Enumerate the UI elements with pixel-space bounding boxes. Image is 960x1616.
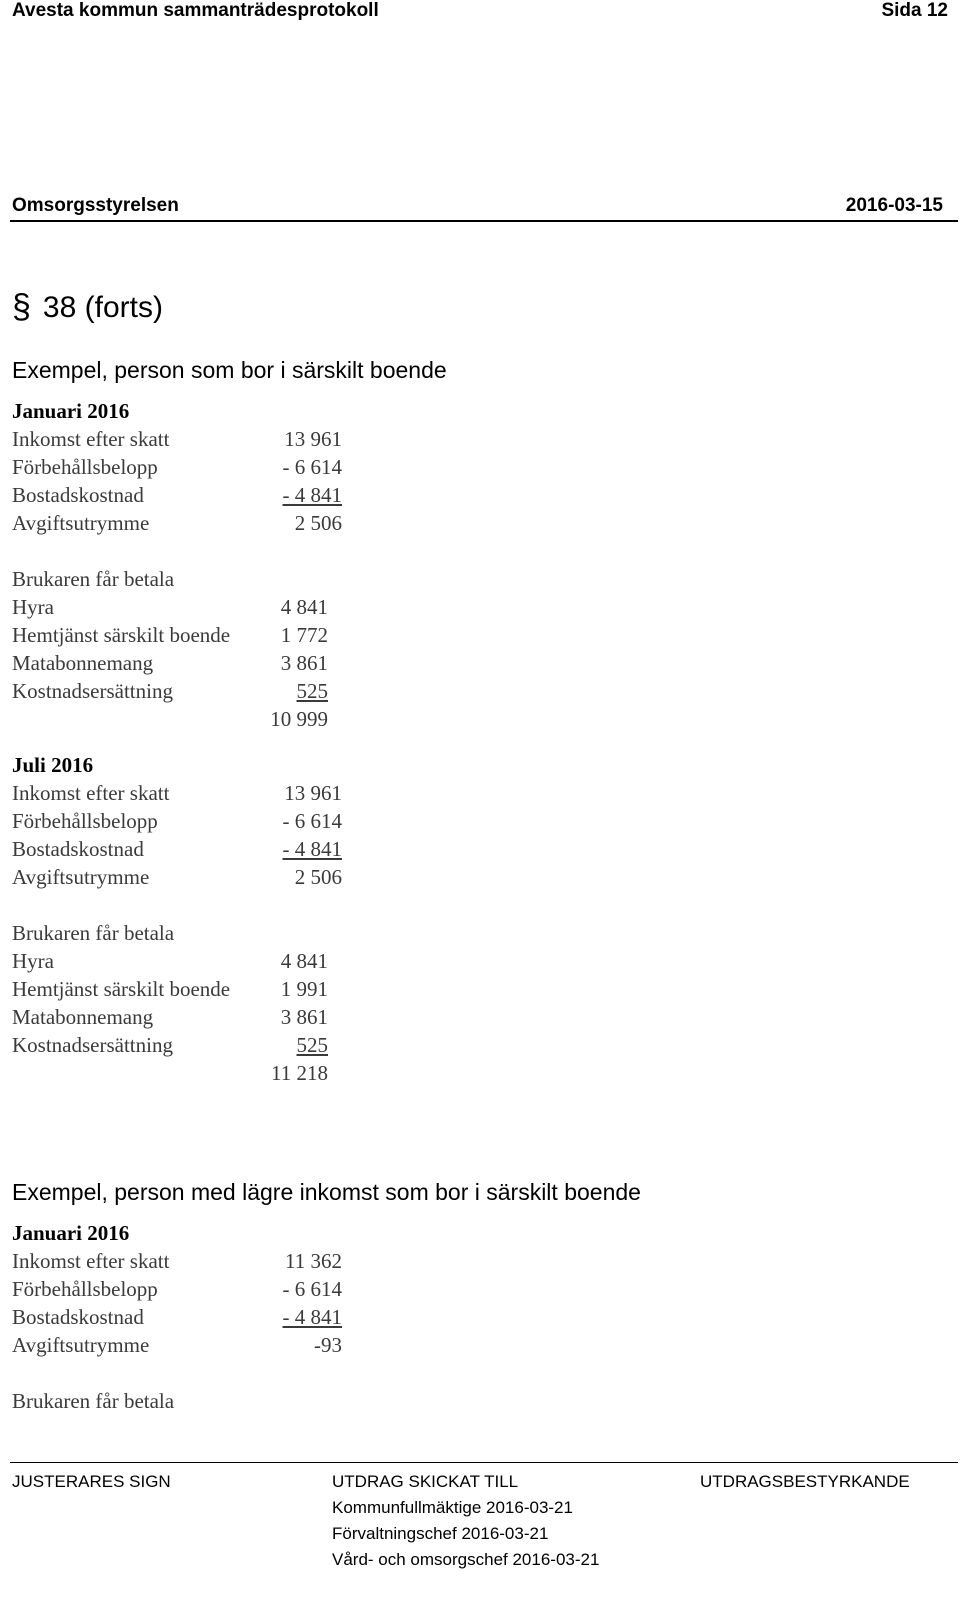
row-value: 1 772 (280, 623, 328, 647)
table-row (12, 863, 712, 891)
table-row (12, 835, 712, 863)
row-label: Kostnadsersättning (12, 679, 173, 703)
recipient-item: Förvaltningschef 2016-03-21 (332, 1524, 549, 1543)
table-row (12, 677, 712, 705)
pay-label: Brukaren får betala (12, 921, 175, 945)
pay-label: Brukaren får betala (12, 1389, 175, 1413)
row-label: Förbehållsbelopp (12, 809, 158, 833)
total-row (12, 1059, 712, 1087)
row-label: Avgiftsutrymme (12, 1333, 150, 1357)
row-value: 525 (296, 679, 328, 703)
table-row (12, 425, 712, 453)
row-label: Förbehållsbelopp (12, 1277, 158, 1301)
table-row (12, 947, 712, 975)
table-row (12, 1003, 712, 1031)
example2-january (12, 1219, 712, 1415)
signature-label: JUSTERARES SIGN (12, 1472, 171, 1491)
row-value: 13 961 (284, 781, 342, 805)
row-label: Förbehållsbelopp (12, 455, 158, 479)
row-value: 2 506 (294, 865, 342, 889)
table-row (12, 779, 712, 807)
row-label: Bostadskostnad (12, 1305, 144, 1329)
row-label: Inkomst efter skatt (12, 781, 170, 805)
committee-name: Omsorgsstyrelsen (12, 195, 179, 216)
table-row (12, 509, 712, 537)
example2-heading: Exempel, person med lägre inkomst som bor i särskilt boende (12, 1179, 641, 1205)
table-row (12, 593, 712, 621)
section-heading (12, 288, 163, 327)
row-value: - 4 841 (282, 483, 342, 507)
row-value-underlined (208, 1031, 328, 1059)
table-row (12, 1303, 712, 1331)
row-value: - 4 841 (282, 837, 342, 861)
sent-to-label: UTDRAG SKICKAT TILL (332, 1472, 519, 1491)
table-row (12, 1031, 712, 1059)
row-label: Hemtjänst särskilt boende (12, 623, 231, 647)
month-heading: Juli 2016 (12, 753, 94, 777)
footer-divider (10, 1462, 958, 1463)
total-value: 10 999 (270, 707, 328, 731)
row-value: 13 961 (284, 427, 342, 451)
total-row (12, 705, 712, 733)
table-row (12, 975, 712, 1003)
document-title: Avesta kommun sammanträdesprotokoll (12, 0, 379, 21)
table-row (12, 621, 712, 649)
month-heading: Januari 2016 (12, 399, 130, 423)
header-divider (10, 220, 958, 222)
table-row (12, 1247, 712, 1275)
section-symbol: § (12, 288, 31, 326)
document-header (0, 0, 960, 24)
example1-july (12, 751, 712, 1087)
row-label: Matabonnemang (12, 1005, 154, 1029)
table-row (12, 481, 712, 509)
row-label: Hyra (12, 595, 54, 619)
row-value: - 6 614 (282, 455, 342, 479)
page-number: Sida 12 (881, 0, 948, 21)
row-label: Matabonnemang (12, 651, 154, 675)
row-value: 525 (296, 1033, 328, 1057)
row-value: 1 991 (280, 977, 328, 1001)
row-label: Inkomst efter skatt (12, 1249, 170, 1273)
row-value-underlined (208, 677, 328, 705)
row-value: - 4 841 (282, 1305, 342, 1329)
row-label: Hemtjänst särskilt boende (12, 977, 231, 1001)
row-value: - 6 614 (282, 809, 342, 833)
row-value: 11 362 (285, 1249, 342, 1273)
table-row (12, 649, 712, 677)
row-label: Inkomst efter skatt (12, 427, 170, 451)
row-value: 2 506 (294, 511, 342, 535)
table-row (12, 1331, 712, 1359)
row-label: Avgiftsutrymme (12, 865, 150, 889)
example1-heading: Exempel, person som bor i särskilt boende (12, 357, 447, 383)
row-label: Kostnadsersättning (12, 1033, 173, 1057)
recipient-item: Vård- och omsorgschef 2016-03-21 (332, 1550, 600, 1569)
month-heading: Januari 2016 (12, 1221, 130, 1245)
row-label: Bostadskostnad (12, 483, 144, 507)
total-value: 11 218 (271, 1061, 328, 1085)
meeting-date: 2016-03-15 (845, 195, 943, 216)
row-value: 4 841 (280, 595, 328, 619)
table-row (12, 1275, 712, 1303)
row-label: Avgiftsutrymme (12, 511, 150, 535)
section-title: 38 (forts) (42, 290, 163, 324)
table-row (12, 807, 712, 835)
row-label: Hyra (12, 949, 54, 973)
certified-label: UTDRAGSBESTYRKANDE (700, 1472, 910, 1491)
row-label: Bostadskostnad (12, 837, 144, 861)
row-value: 3 861 (280, 1005, 328, 1029)
example1-january (12, 397, 712, 733)
row-value: 3 861 (280, 651, 328, 675)
row-value: -93 (314, 1333, 342, 1357)
row-value: 4 841 (280, 949, 328, 973)
pay-label: Brukaren får betala (12, 567, 175, 591)
table-row (12, 453, 712, 481)
row-value: - 6 614 (282, 1277, 342, 1301)
recipient-item: Kommunfullmäktige 2016-03-21 (332, 1498, 573, 1517)
